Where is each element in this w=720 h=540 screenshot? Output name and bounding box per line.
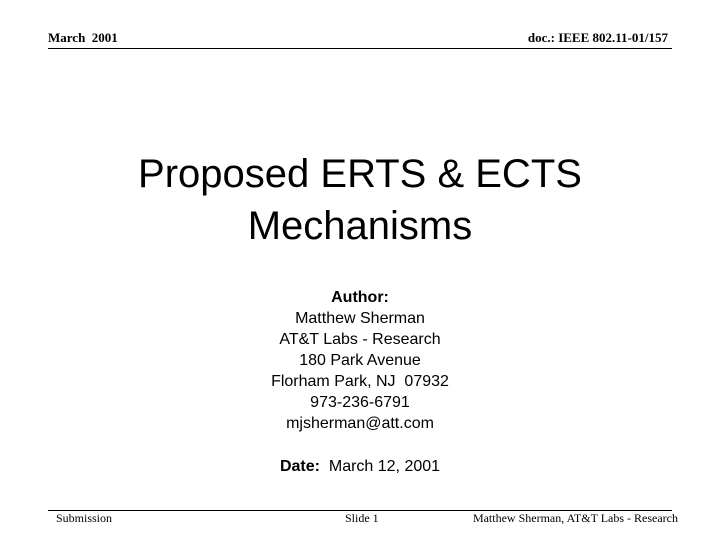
slide-title-line-2: Mechanisms [247, 204, 473, 248]
slide-title-line-1: Proposed ERTS & ECTS [138, 152, 582, 196]
date-line [0, 456, 720, 477]
author-organization: AT&T Labs - Research [279, 331, 441, 348]
header-date: March 2001 [48, 30, 118, 45]
date-label: Date: [279, 458, 320, 475]
author-name: Matthew Sherman [295, 310, 425, 327]
author-city: Florham Park, NJ 07932 [271, 373, 449, 390]
footer-submission: Submission [56, 511, 113, 525]
author-phone: 973-236-6791 [310, 394, 410, 411]
header-doc-id: doc.: IEEE 802.11-01/157 [527, 30, 668, 45]
author-block [0, 287, 720, 434]
author-street: 180 Park Avenue [299, 352, 421, 369]
footer-slide-number: Slide 1 [345, 511, 379, 525]
slide-title [0, 148, 720, 252]
date-value: March 12, 2001 [319, 458, 441, 475]
header-divider [48, 48, 672, 49]
footer-author: Matthew Sherman, AT&T Labs - Research [472, 511, 678, 525]
author-email: mjsherman@att.com [286, 415, 434, 432]
author-label: Author: [331, 289, 389, 306]
